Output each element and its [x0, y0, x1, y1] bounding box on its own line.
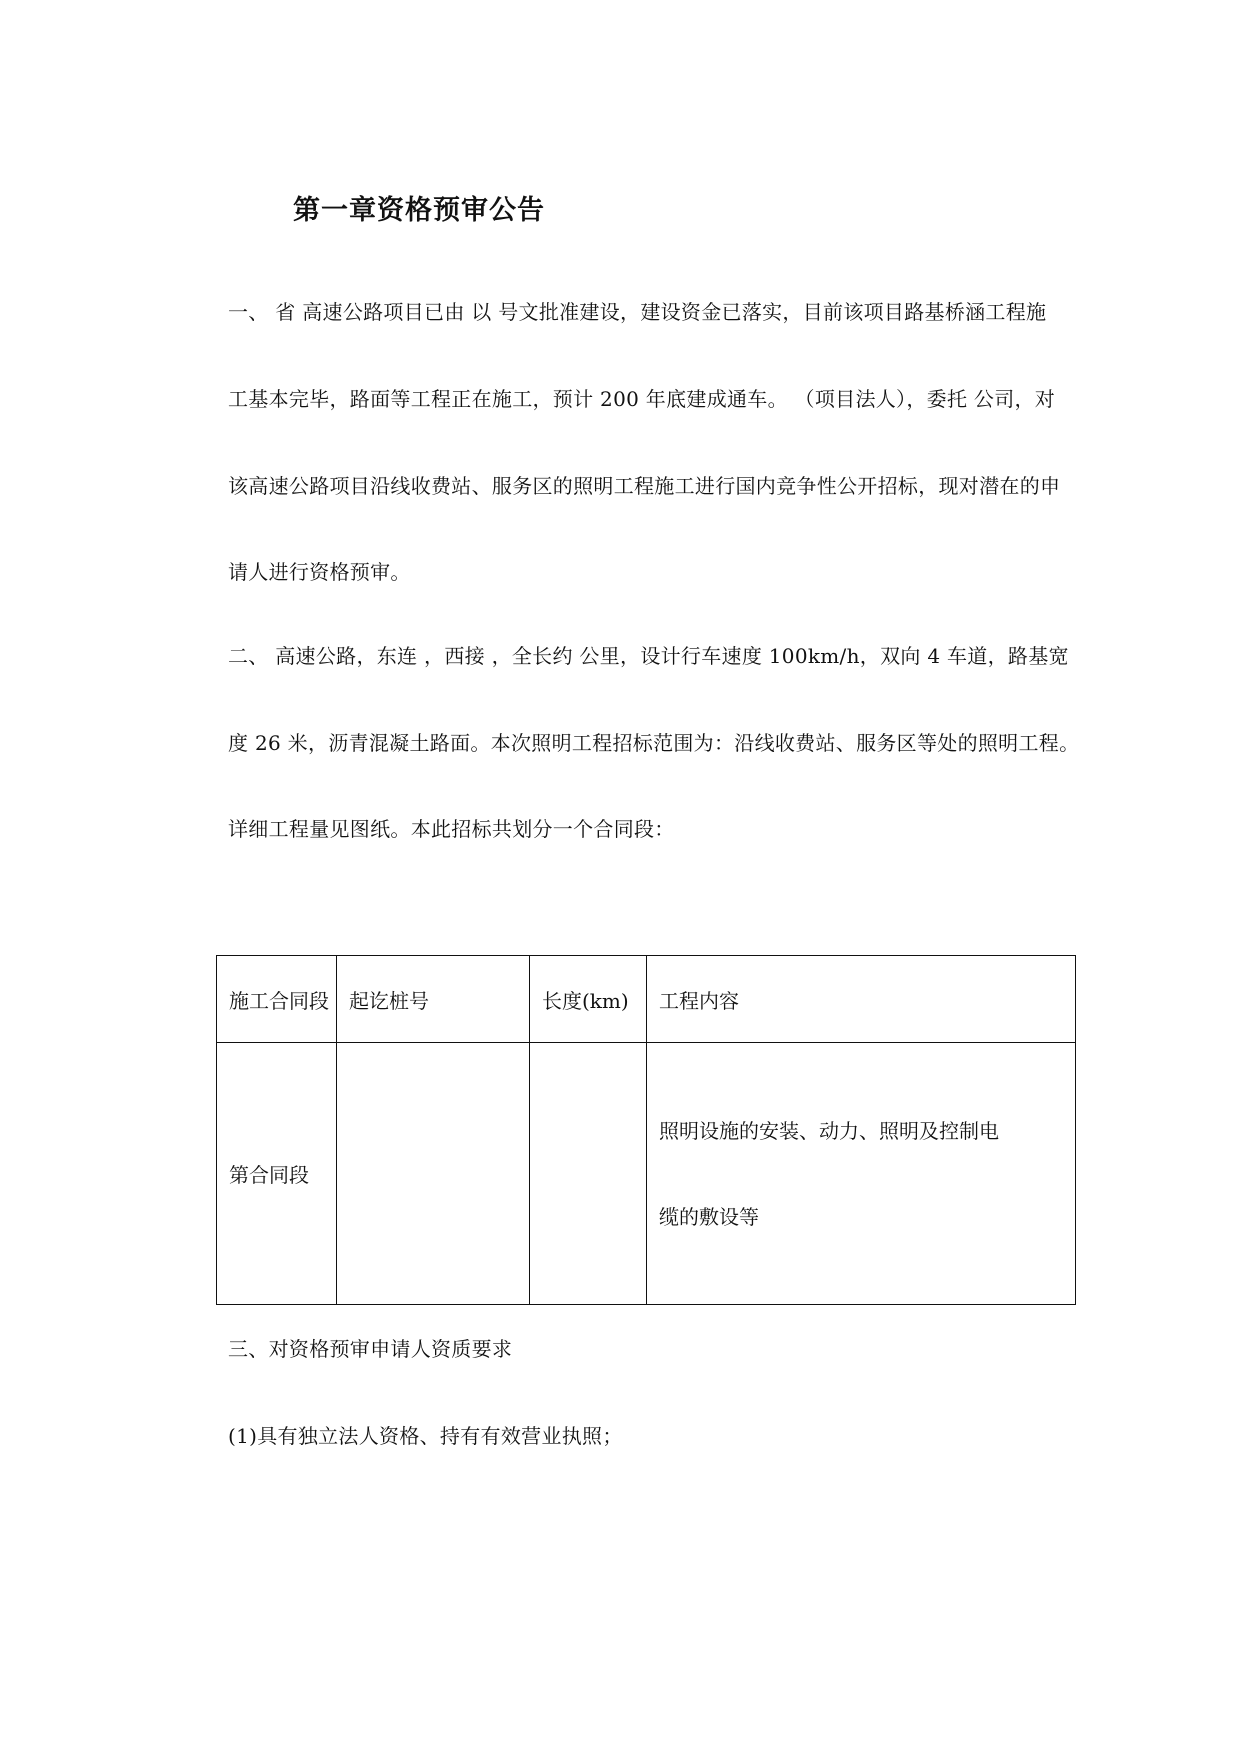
- paragraph-1-line-4: 请人进行资格预审。: [228, 560, 411, 584]
- contract-section-table: [216, 955, 1076, 1305]
- paragraph-1-line-3: 该高速公路项目沿线收费站、服务区的照明工程施工进行国内竞争性公开招标，现对潜在的申: [228, 474, 1061, 498]
- table-header-row: [217, 956, 1076, 1043]
- paragraph-2-line-1: 二、 高速公路，东连 ，西接 ，全长约 公里，设计行车速度 100km/h，双向 4 车道，路基宽: [228, 644, 1069, 668]
- paragraph-2-line-2: 度 26 米，沥青混凝土路面。本次照明工程招标范围为：沿线收费站、服务区等处的照明工程。: [228, 731, 1080, 755]
- table-cell-section: 第合同段: [217, 1043, 337, 1305]
- table-cell-content-line-2: 缆的敷设等: [659, 1204, 759, 1229]
- table-header-cell: 工程内容: [647, 956, 1076, 1043]
- section-3-heading: 三、对资格预审申请人资质要求: [228, 1337, 513, 1361]
- table-cell-content-line-1: 照明设施的安装、动力、照明及控制电: [659, 1118, 999, 1143]
- page-title: 第一章资格预审公告: [293, 195, 545, 226]
- table-cell-stake: [337, 1043, 530, 1305]
- table-header-cell: 起讫桩号: [337, 956, 530, 1043]
- section-3-item-1: (1)具有独立法人资格、持有有效营业执照；: [228, 1424, 623, 1448]
- table-header-cell: 施工合同段: [217, 956, 337, 1043]
- paragraph-2-line-3: 详细工程量见图纸。本此招标共划分一个合同段：: [228, 817, 675, 841]
- table-cell-content: [647, 1043, 1076, 1305]
- table-cell-length: [530, 1043, 647, 1305]
- paragraph-1-line-1: 一、 省 高速公路项目已由 以 号文批准建设，建设资金已落实，目前该项目路基桥涵工程施: [228, 300, 1047, 324]
- table-row: [217, 1043, 1076, 1305]
- paragraph-1-line-2: 工基本完毕，路面等工程正在施工，预计 200 年底建成通车。 （项目法人），委托 公司，对: [228, 387, 1056, 411]
- table-header-cell: 长度(km): [530, 956, 647, 1043]
